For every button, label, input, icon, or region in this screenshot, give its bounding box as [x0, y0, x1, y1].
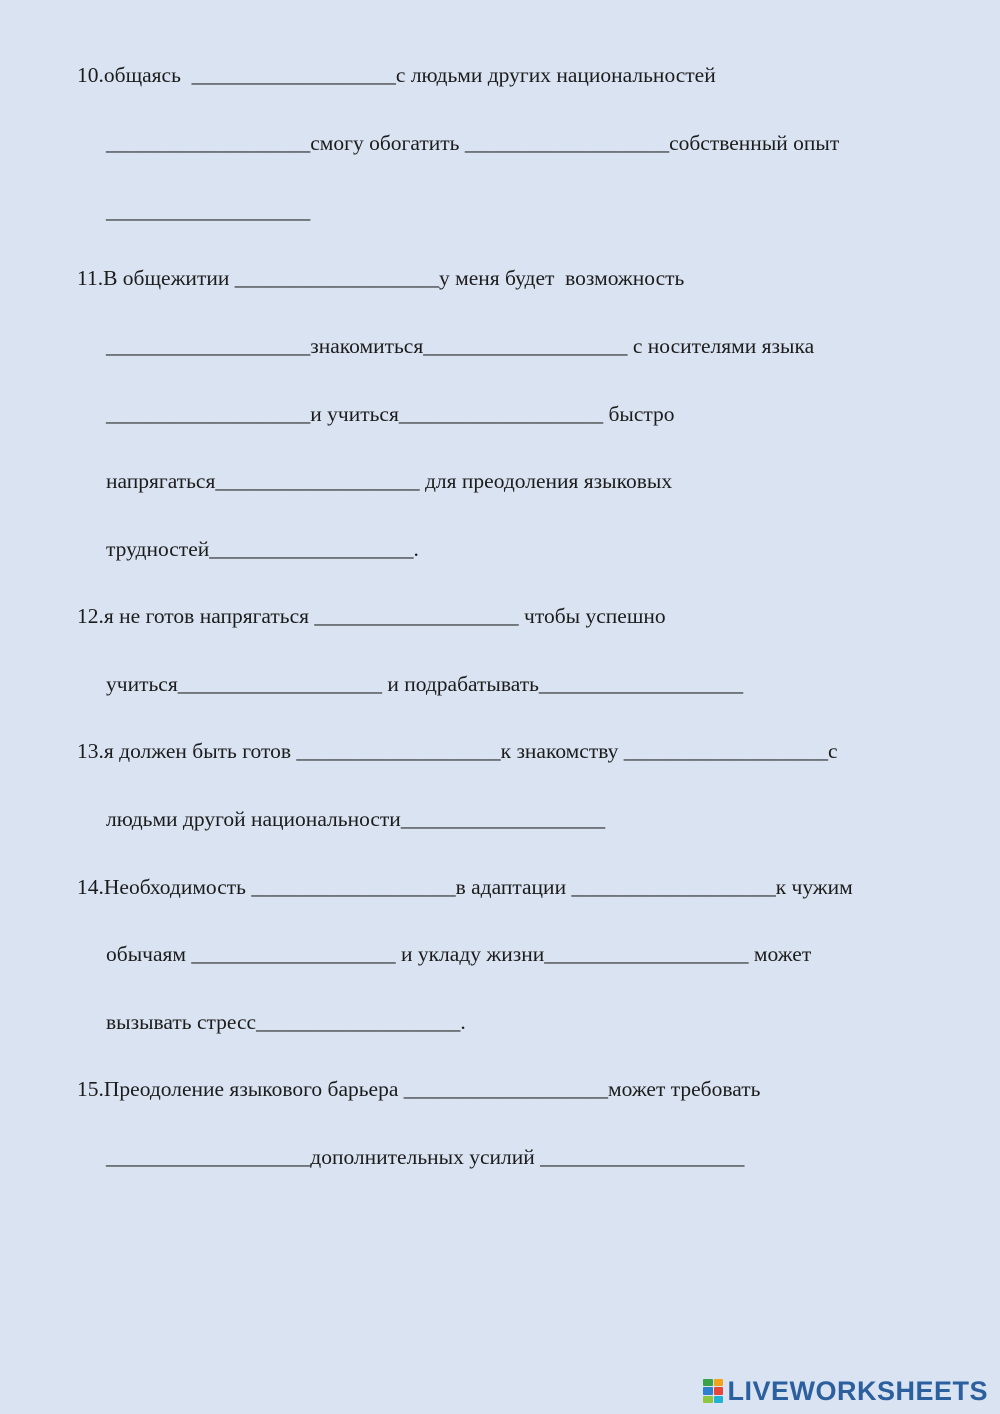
exercise-14-line-1: 14.Необходимость ___________________в адаптации ___________________к чужим [77, 875, 853, 899]
exercise-11-line-4: напрягаться___________________ для преодоления языковых [106, 469, 673, 493]
logo-cell-icon [703, 1396, 713, 1403]
exercise-13-line-2: людьми другой национальности___________________ [106, 807, 606, 831]
logo-cell-icon [703, 1379, 713, 1386]
liveworksheets-brand[interactable] [703, 1376, 988, 1406]
exercise-11-line-3: ___________________и учиться___________________ быстро [106, 402, 675, 426]
liveworksheets-logo-icon [703, 1379, 723, 1403]
logo-cell-icon [703, 1387, 713, 1394]
exercise-11-line-1: 11.В общежитии ___________________у меня будет возможность [77, 266, 685, 290]
logo-cell-icon [714, 1379, 724, 1386]
brand-wordmark: LIVEWORKSHEETS [727, 1376, 988, 1406]
exercise-15-line-1: 15.Преодоление языкового барьера ___________________может требовать [77, 1077, 761, 1101]
logo-cell-icon [714, 1387, 724, 1394]
exercise-14-line-3: вызывать стресс___________________. [106, 1010, 466, 1034]
exercise-10-line-2: ___________________смогу обогатить ___________________собственный опыт [106, 131, 840, 155]
exercise-10-line-1: 10.общаясь ___________________с людьми других национальностей [77, 63, 716, 87]
exercise-13-line-1: 13.я должен быть готов ___________________к знакомству ___________________с [77, 739, 838, 763]
exercise-11-line-2: ___________________знакомиться___________________ с носителями языка [106, 334, 815, 358]
exercise-12-line-1: 12.я не готов напрягаться ___________________ чтобы успешно [77, 604, 666, 628]
logo-cell-icon [714, 1396, 724, 1403]
exercise-11-line-5: трудностей___________________. [106, 537, 419, 561]
exercise-14-line-2: обычаям ___________________ и укладу жизни___________________ может [106, 942, 812, 966]
exercise-15-line-2: ___________________дополнительных усилий ___________________ [106, 1145, 745, 1169]
exercise-10-line-3: ___________________ [106, 199, 311, 223]
exercise-12-line-2: учиться___________________ и подрабатывать___________________ [106, 672, 744, 696]
